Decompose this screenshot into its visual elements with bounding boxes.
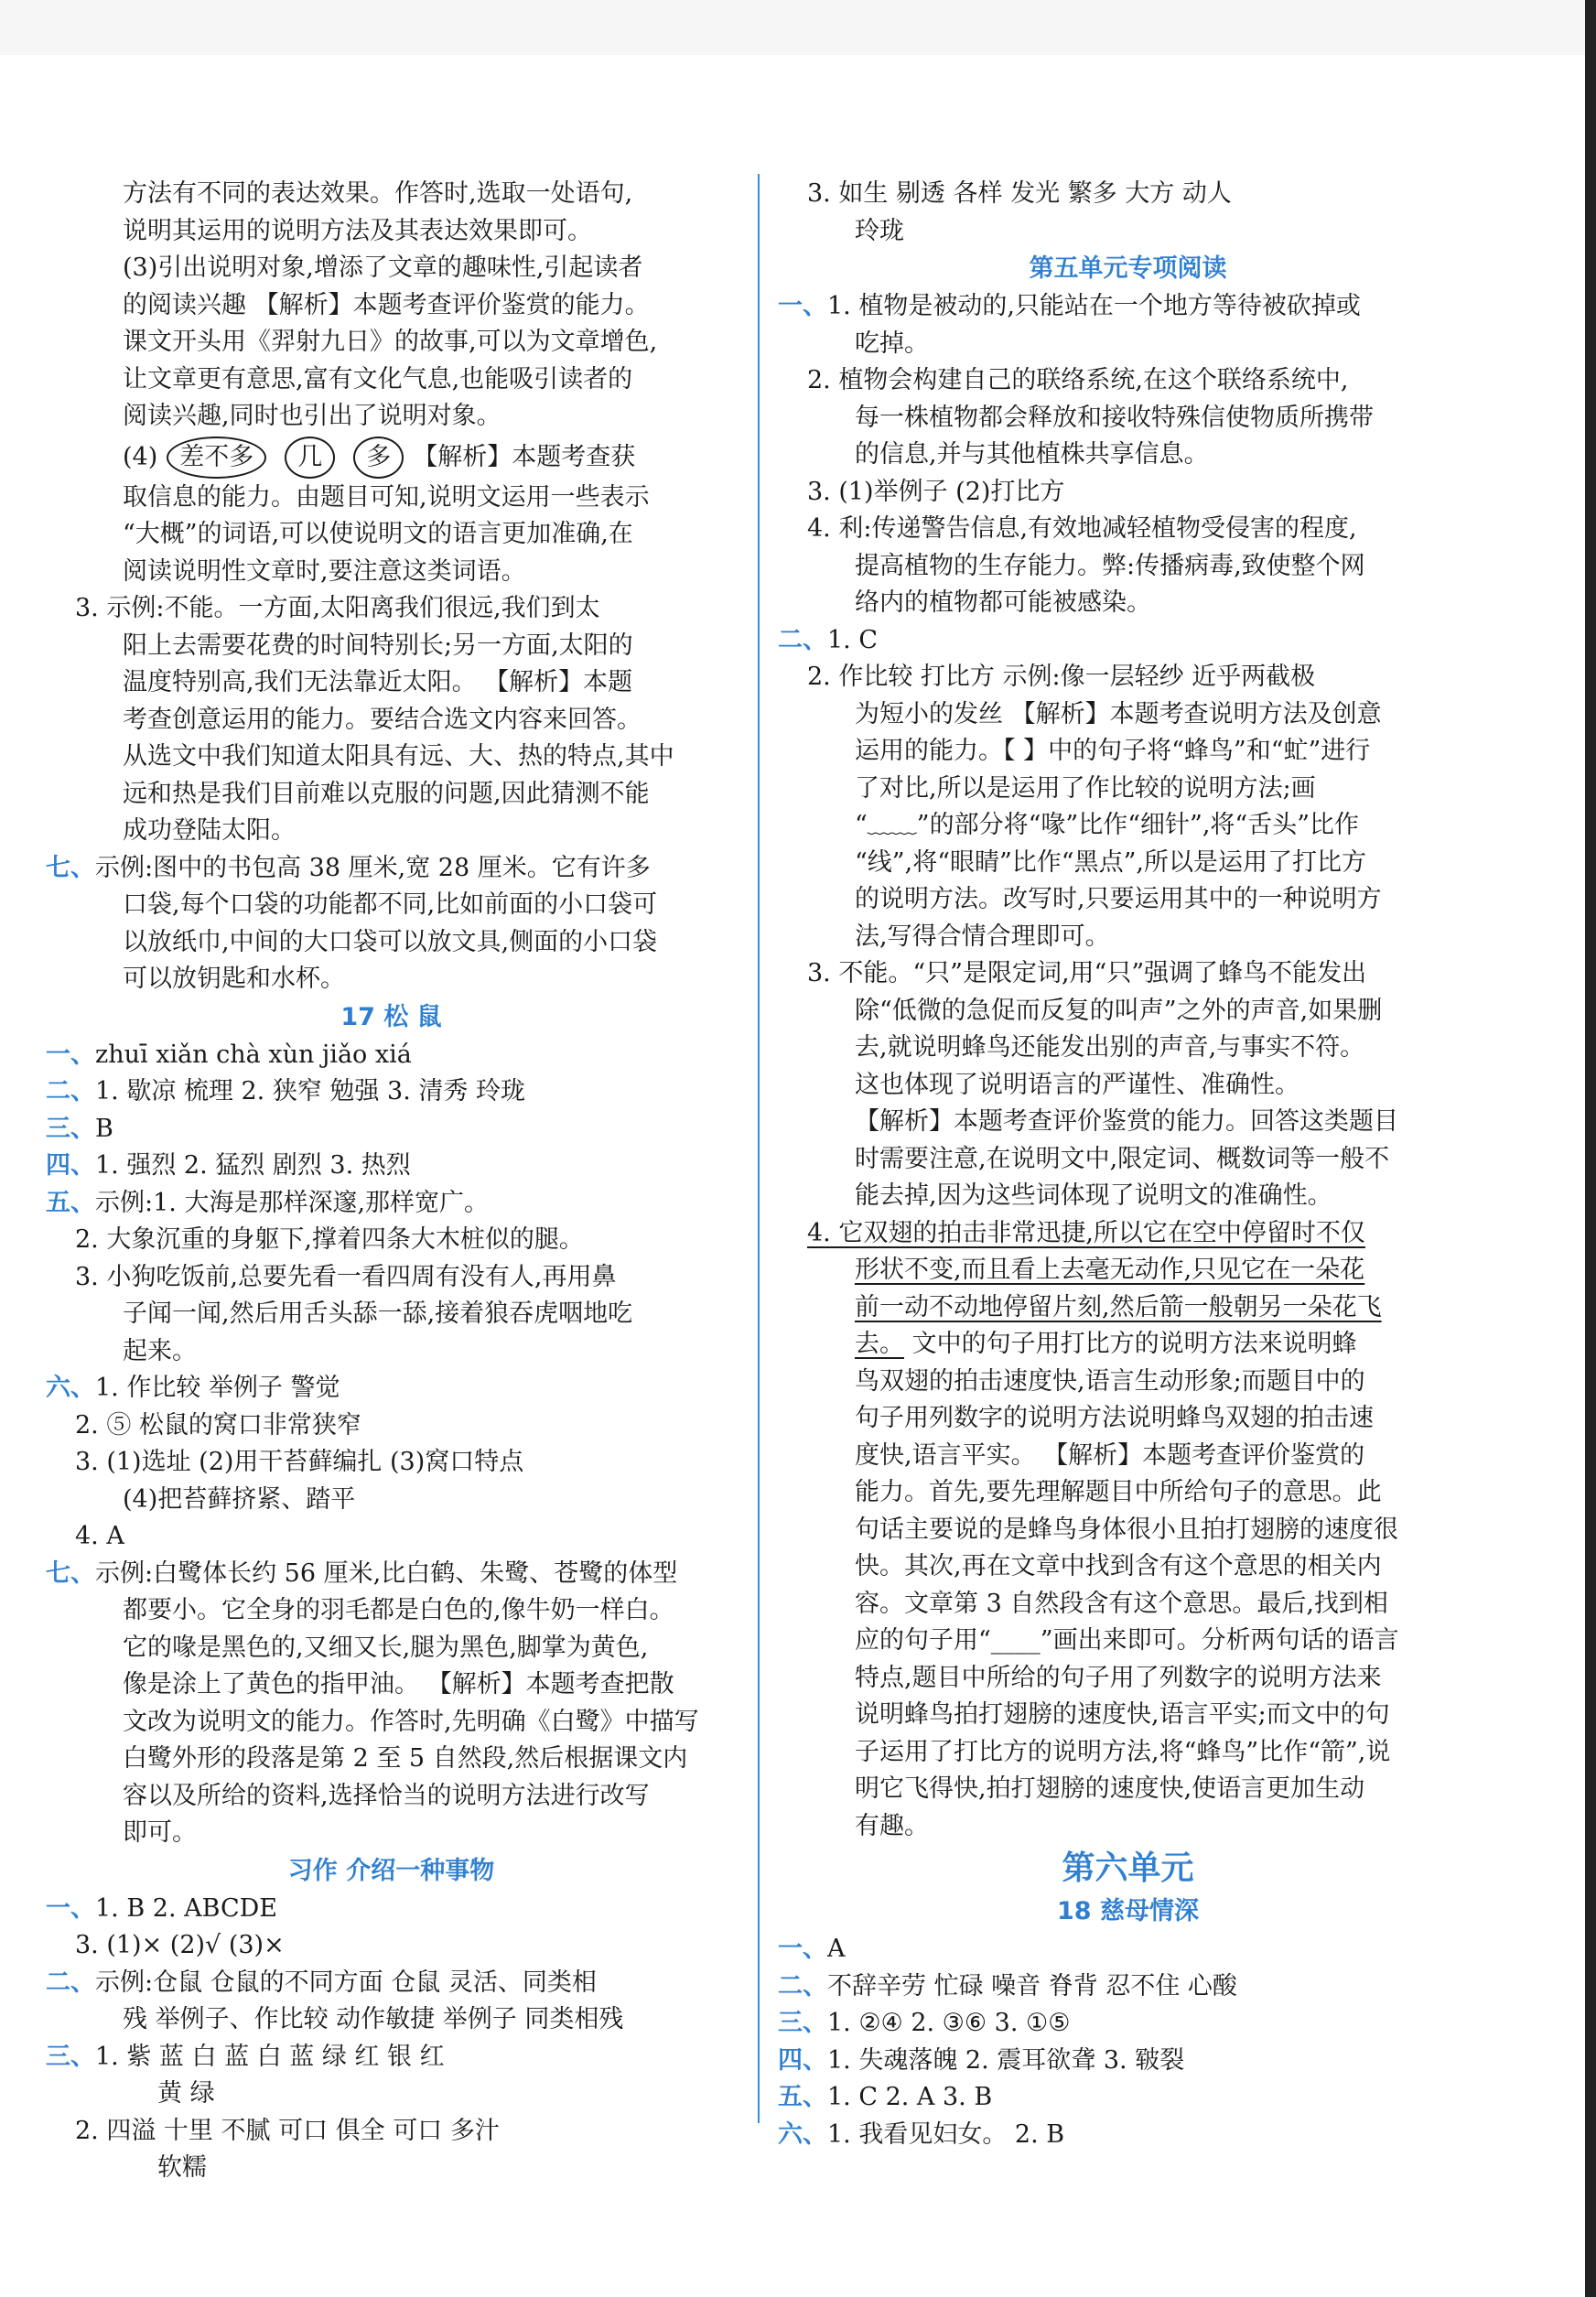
answer-line: 2. 作比较 打比方 示例:像一层轻纱 近乎两截极 [807,663,1316,691]
section-number: 二、 [46,1077,95,1105]
section-heading: 习作 介绍一种事物 [287,1856,495,1885]
answer-line: 2. 植物会构建自己的联络系统,在这个联络系统中, [807,366,1349,394]
section-number: 六、 [46,1374,95,1402]
answer-line: 能力。首先,要先理解题目中所给句子的意思。此 [855,1478,1382,1506]
answer-line: 都要小。它全身的羽毛都是白色的,像牛奶一样白。 [123,1596,674,1624]
answer-line: 快。其次,再在文章中找到含有这个意思的相关内 [855,1552,1382,1580]
answer-text: 不辞辛劳 忙碌 噪音 脊背 忍不住 心酸 [827,1971,1237,2000]
answer-line: 子运用了打比方的说明方法,将“蜂鸟”比作“箭”,说 [855,1737,1391,1766]
circled-word: 差不多 [167,437,266,479]
right-column [778,176,1478,2153]
item-number: (4) [123,442,158,471]
section-number: 四、 [46,1151,95,1180]
answer-line: 提高植物的生存能力。弊:传播病毒,致使整个网 [855,551,1365,580]
answer-line: 考查创意运用的能力。要结合选文内容来回答。 [123,705,642,734]
section-number: 一、 [46,1893,95,1923]
answer-line: 像是涂上了黄色的指甲油。 【解析】本题考查把散 [123,1670,674,1698]
answer-line [46,1370,737,1407]
answer-line: 3. (1)× (2)√ (3)× [75,1931,285,1959]
answer-line: 远和热是我们目前难以克服的问题,因此猜测不能 [123,779,650,808]
answer-line: “﹏﹏”的部分将“喙”比作“细针”,将“舌头”比作 [855,811,1360,839]
answer-line: 除“低微的急促而反复的叫声”之外的声音,如果删 [855,996,1383,1025]
answer-line [778,2005,1478,2043]
answer-line: 温度特别高,我们无法靠近太阳。 【解析】本题 [123,668,633,696]
answer-text: 示例:白鹭体长约 56 厘米,比白鹤、朱鹭、苍鹭的体型 [95,1558,678,1588]
section-number: 六、 [778,2119,827,2149]
answer-line: “线”,将“眼睛”比作“黑点”,所以是运用了打比方 [855,847,1366,877]
answer-line: “大概”的词语,可以使说明文的语言更加准确,在 [123,520,633,548]
answer-line: 3. 示例:不能。一方面,太阳离我们很远,我们到太 [75,594,600,622]
answer-text: 1. C [827,625,879,654]
section-number: 四、 [778,2045,827,2075]
answer-line: 玲珑 [855,216,904,245]
answer-text: 1. 失魂落魄 2. 震耳欲聋 3. 皲裂 [827,2045,1185,2075]
answer-line: 课文开头用《羿射九日》的故事,可以为文章增色, [123,328,658,356]
answer-line: 3. (1)举例子 (2)打比方 [807,477,1065,506]
answer-text: 1. 强烈 2. 猛烈 剧烈 3. 热烈 [95,1151,411,1180]
answer-line [46,2039,737,2076]
section-number: 五、 [778,2083,827,2111]
answer-line: 4. 利:传递警告信息,有效地减轻植物受侵害的程度, [807,514,1357,543]
underlined-text: 4. 它双翅的拍击非常迅捷,所以它在空中停留时不仅 [807,1218,1365,1247]
answer-line: 起来。 [123,1336,197,1365]
answer-line: 即可。 [123,1818,197,1847]
answer-line [778,288,1478,326]
answer-text: B [95,1114,113,1143]
answer-line: 阅读说明性文章时,要注意这类词语。 [123,556,526,586]
answer-line: 去,就说明蜂鸟还能发出别的声音,与事实不符。 [855,1033,1365,1062]
answer-line: 以放纸巾,中间的大口袋可以放文具,侧面的小口袋 [123,927,658,956]
unit-heading: 第六单元 [1062,1849,1194,1887]
answer-line: 容。文章第 3 自然段含有这个意思。最后,找到相 [855,1589,1388,1618]
answer-line: 有趣。 [855,1811,929,1840]
answer-line: 容以及所给的资料,选择恰当的说明方法进行改写 [123,1781,650,1810]
answer-line: 3. 不能。“只”是限定词,用“只”强调了蜂鸟不能发出 [807,959,1367,987]
answer-text: 文中的句子用打比方的说明方法来说明蜂 [904,1330,1357,1358]
section-number: 三、 [778,2009,827,2037]
answer-text: 1. 植物是被动的,只能站在一个地方等待被砍掉或 [827,292,1361,320]
answer-line: 句话主要说的是蜂鸟身体很小且拍打翅膀的速度很 [855,1515,1398,1544]
answer-line: 度快,语言平实。 【解析】本题考查评价鉴赏的 [855,1440,1365,1470]
answer-line [778,1326,1478,1364]
circled-word: 多 [353,437,404,479]
section-number: 二、 [778,1971,827,2000]
answer-line: 白鹭外形的段落是第 2 至 5 自然段,然后根据课文内 [123,1744,688,1773]
answer-line: 让文章更有意思,富有文化气息,也能吸引读者的 [123,364,633,394]
section-number: 一、 [778,292,827,320]
section-number: 一、 [46,1040,95,1069]
circled-word: 几 [285,437,335,479]
answer-line [778,622,1478,660]
section-heading: 18 慈母情深 [1057,1897,1199,1925]
answer-text: 1. C 2. A 3. B [827,2083,993,2111]
answer-line: 运用的能力。【 】中的句子将“蜂鸟”和“虻”进行 [855,737,1371,765]
answer-line [46,1073,737,1111]
answer-line: 文改为说明文的能力。作答时,先明确《白鹭》中描写 [123,1707,699,1736]
answer-line: 阅读兴趣,同时也引出了说明对象。 [123,402,501,430]
answer-line [46,1965,737,2002]
answer-text: 1. 我看见妇女。 2. B [827,2119,1065,2149]
underlined-text: 形状不变,而且看上去毫无动作,只见它在一朵花 [855,1256,1365,1284]
circled-words-line [46,436,737,480]
answer-line: 的阅读兴趣 【解析】本题考查评价鉴赏的能力。 [123,290,650,319]
column-divider [758,174,760,2123]
section-number: 五、 [46,1188,95,1217]
answer-line [46,1037,737,1074]
answer-line: 从选文中我们知道太阳具有远、大、热的特点,其中 [123,742,674,771]
answer-line: 3. 小狗吃饭前,总要先看一看四周有没有人,再用鼻 [75,1262,617,1291]
answer-line: 为短小的发丝 【解析】本题考查说明方法及创意 [855,699,1382,728]
answer-line [46,1556,737,1593]
answer-text: A [827,1935,846,1963]
answer-line [46,1148,737,1185]
answer-line: 这也体现了说明语言的严谨性、准确性。 [855,1070,1299,1099]
section-number: 七、 [46,853,95,882]
answer-line: 吃掉。 [855,329,929,358]
scan-right-edge [1585,0,1596,2297]
answer-line: 口袋,每个口袋的功能都不同,比如前面的小口袋可 [123,890,658,919]
underlined-text: 去。 [855,1330,904,1358]
answer-line: 明它飞得快,拍打翅膀的速度快,使语言更加生动 [855,1774,1365,1803]
answer-line: 说明蜂鸟拍打翅膀的速度快,语言平实;而文中的句 [855,1700,1390,1729]
answer-line: 法,写得合情合理即可。 [855,922,1110,951]
underlined-text: 前一动不动地停留片刻,然后箭一般朝另一朵花飞 [855,1292,1382,1321]
section-number: 三、 [46,1114,95,1143]
answer-line: 2. 大象沉重的身躯下,撑着四条大木桩似的腿。 [75,1225,584,1254]
answer-line: 方法有不同的表达效果。作答时,选取一处语句, [123,179,633,208]
section-heading: 第五单元专项阅读 [1029,254,1227,283]
answer-line [778,2117,1478,2154]
answer-line: 时需要注意,在说明文中,限定词、概数词等一般不 [855,1144,1390,1173]
answer-line: 可以放钥匙和水杯。 [123,965,345,993]
answer-line: 黄 绿 [157,2079,215,2108]
answer-line: 子闻一闻,然后用舌头舔一舔,接着狼吞虎咽地吃 [123,1299,633,1328]
answer-line [46,1891,737,1928]
answer-line [46,1111,737,1148]
answer-line: 成功登陆太阳。 [123,816,296,845]
answer-line: 鸟双翅的拍击速度快,语言生动形象;而题目中的 [855,1366,1365,1396]
answer-line: 每一株植物都会释放和接收特殊信使物质所携带 [855,403,1374,432]
answer-line: 它的喙是黑色的,又细又长,腿为黑色,脚掌为黄色, [123,1633,649,1662]
answer-line [778,1968,1478,2006]
answer-line [778,2043,1478,2080]
answer-line [778,1931,1478,1968]
answer-line [46,850,737,888]
answer-line: 4. A [75,1522,124,1550]
answer-text: 示例:仓鼠 仓鼠的不同方面 仓鼠 灵活、同类相 [95,1968,597,1997]
answer-line: 取信息的能力。由题目可知,说明文运用一些表示 [123,482,650,512]
answer-line: 的信息,并与其他植株共享信息。 [855,440,1209,469]
answer-line: 软糯 [157,2153,207,2182]
answer-line: 络内的植物都可能被感染。 [855,588,1151,617]
answer-line: (3)引出说明对象,增添了文章的趣味性,引起读者 [123,253,643,282]
answer-text: 示例:1. 大海是那样深邃,那样宽广。 [95,1188,490,1217]
analysis-text: 【解析】本题考查获 [413,442,636,471]
answer-text: 1. ②④ 2. ③⑥ 3. ①⑤ [827,2009,1071,2037]
section-number: 七、 [46,1558,95,1588]
answer-text: 1. 作比较 举例子 警觉 [95,1374,340,1402]
answer-line: 3. (1)选址 (2)用干苔藓编扎 (3)窝口特点 [75,1448,524,1476]
section-number: 三、 [46,2042,95,2071]
left-column [46,176,737,2187]
underlined-line [778,1289,1478,1327]
answer-text: 1. B 2. ABCDE [95,1893,277,1923]
answer-line: 说明其运用的说明方法及其表达效果即可。 [123,216,592,245]
answer-line: (4)把苔藓挤紧、踏平 [123,1484,356,1514]
section-heading: 17 松 鼠 [340,1002,442,1031]
answer-line: 2. 四溢 十里 不腻 可口 俱全 可口 多汁 [75,2116,500,2145]
answer-line: 应的句子用“____”画出来即可。分析两句话的语言 [855,1626,1399,1655]
answer-line: 句子用列数字的说明方法说明蜂鸟双翅的拍击速 [855,1404,1374,1432]
answer-line: 3. 如生 剔透 各样 发光 繁多 大方 动人 [807,179,1232,208]
underlined-line [778,1252,1478,1289]
answer-line: 了对比,所以是运用了作比较的说明方法;画 [855,773,1316,803]
answer-line: 特点,题目中所给的句子用了列数字的说明方法来 [855,1663,1382,1692]
answer-line: 2. ⑤ 松鼠的窝口非常狭窄 [75,1410,361,1440]
answer-line [778,2079,1478,2117]
answer-line: 阳上去需要花费的时间特别长;另一方面,太阳的 [123,631,633,660]
underlined-line [778,1215,1478,1253]
answer-line: 残 举例子、作比较 动作敏捷 举例子 同类相残 [123,2005,624,2033]
scan-top-shadow [0,0,1596,55]
section-number: 一、 [778,1935,827,1963]
section-number: 二、 [778,625,827,654]
answer-text: zhuī xiǎn chà xùn jiǎo xiá [95,1040,412,1069]
answer-text: 示例:图中的书包高 38 厘米,宽 28 厘米。它有许多 [95,853,651,882]
answer-line [46,1185,737,1223]
answer-line: 能去掉,因为这些词体现了说明文的准确性。 [855,1181,1332,1210]
section-number: 二、 [46,1968,95,1997]
answer-text: 1. 歇凉 梳理 2. 狭窄 勉强 3. 清秀 玲珑 [95,1077,525,1105]
answer-line: 【解析】本题考查评价鉴赏的能力。回答这类题目 [855,1107,1398,1136]
answer-text: 1. 紫 蓝 白 蓝 白 蓝 绿 红 银 红 [95,2042,445,2071]
answer-line: 的说明方法。改写时,只要运用其中的一种说明方 [855,885,1382,913]
